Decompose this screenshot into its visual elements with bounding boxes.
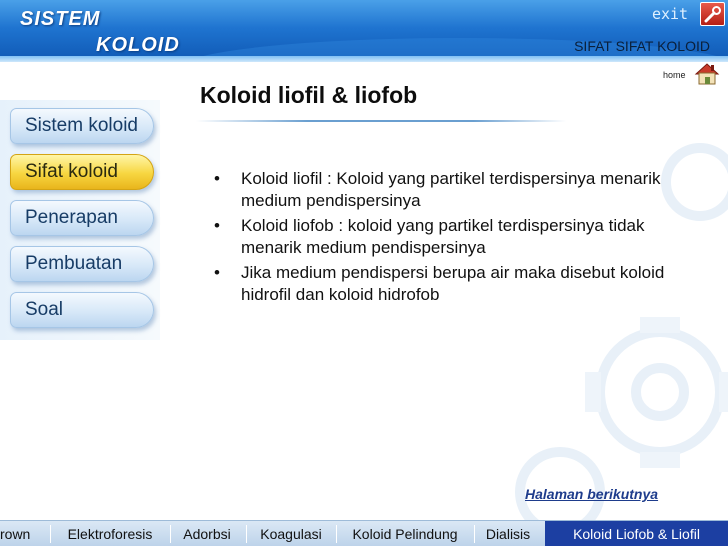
- exit-button[interactable]: exit: [651, 5, 689, 23]
- tab-koloid-liofob-liofil[interactable]: Koloid Liofob & Liofil: [545, 521, 728, 546]
- bullet-list: [210, 168, 700, 309]
- sidebar-nav: [0, 100, 160, 340]
- logo-title-line2: KOLOID: [96, 34, 180, 56]
- sidebar-item-sifat-koloid[interactable]: Sifat koloid: [10, 154, 154, 190]
- house-icon[interactable]: [694, 62, 720, 86]
- tab-divider: [170, 525, 171, 543]
- sidebar-item-penerapan[interactable]: Penerapan: [10, 200, 154, 236]
- tab-dialisis[interactable]: Dialisis: [485, 526, 531, 542]
- list-item: • Koloid liofil : Koloid yang partikel terdispersinya menarik medium pendispersinya: [210, 168, 700, 212]
- tab-divider: [474, 525, 475, 543]
- section-title: SIFAT SIFAT KOLOID: [574, 38, 710, 54]
- tab-brown[interactable]: rown: [0, 526, 31, 542]
- tab-koloid-pelindung[interactable]: Koloid Pelindung: [352, 526, 458, 542]
- tab-elektroforesis[interactable]: Elektroforesis: [67, 526, 153, 542]
- tab-divider: [50, 525, 51, 543]
- sidebar-item-soal[interactable]: Soal: [10, 292, 154, 328]
- title-divider: [196, 120, 566, 122]
- sidebar-item-pembuatan[interactable]: Pembuatan: [10, 246, 154, 282]
- next-page-link[interactable]: Halaman berikutnya: [525, 486, 659, 502]
- tab-koagulasi[interactable]: Koagulasi: [260, 526, 322, 542]
- wrench-icon[interactable]: [700, 2, 725, 26]
- logo-title-line1: SISTEM: [20, 8, 101, 30]
- header-bar: [0, 0, 728, 62]
- list-item: • Jika medium pendispersi berupa air maka disebut koloid hidrofil dan koloid hidrofob: [210, 262, 700, 306]
- page-title: Koloid liofil & liofob: [200, 82, 418, 108]
- home-link[interactable]: home: [663, 70, 686, 80]
- tab-divider: [336, 525, 337, 543]
- list-item: • Koloid liofob : koloid yang partikel terdispersinya tidak menarik medium pendispersinya: [210, 215, 700, 259]
- sidebar-item-sistem-koloid[interactable]: Sistem koloid: [10, 108, 154, 144]
- tab-adorbsi[interactable]: Adorbsi: [183, 526, 231, 542]
- topic-tab-bar: [0, 520, 728, 546]
- tab-divider: [246, 525, 247, 543]
